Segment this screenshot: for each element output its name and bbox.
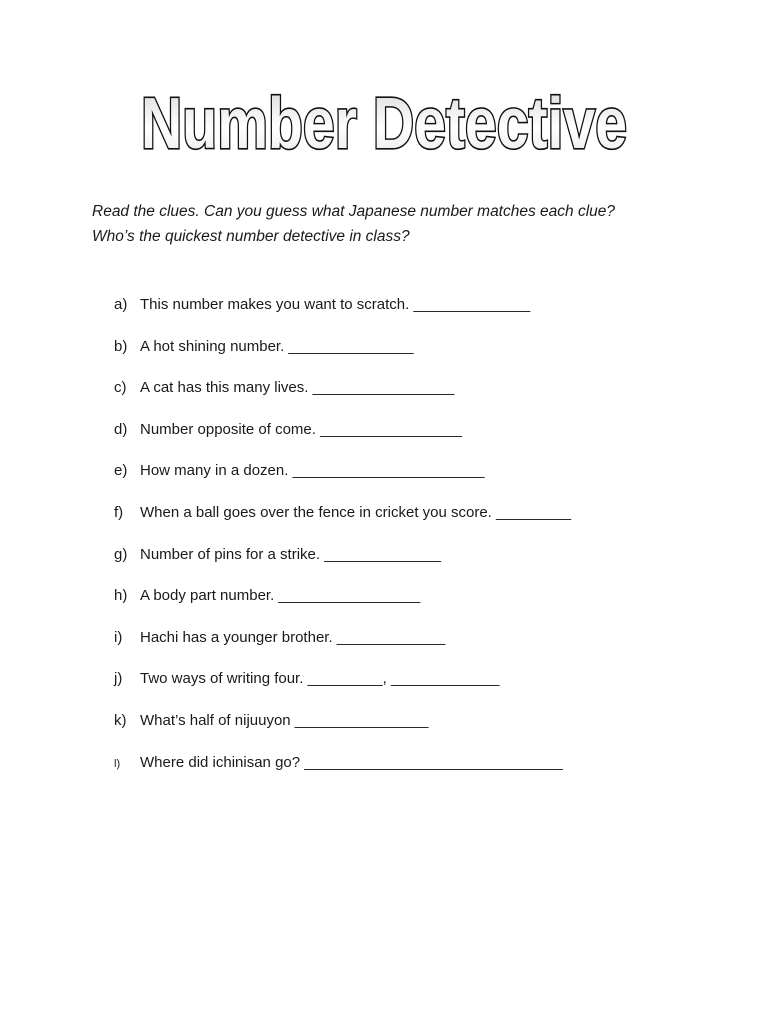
clue-text: A cat has this many lives. _________________: [140, 379, 455, 397]
clue-text: Where did ichinisan go? _______________________________: [140, 753, 563, 771]
clue-letter: d): [114, 420, 128, 438]
page-title: Number Detective: [141, 84, 627, 162]
clue-text: When a ball goes over the fence in cricket you score. _________: [140, 503, 572, 521]
clue-letter: b): [114, 337, 128, 355]
clue-letter: f): [114, 503, 124, 521]
clue-text: Two ways of writing four. _________, _____________: [140, 670, 500, 688]
clue-item: [114, 670, 714, 712]
clue-text: Hachi has a younger brother. _____________: [140, 628, 446, 646]
clue-letter: l): [114, 757, 121, 770]
clue-item: [114, 504, 714, 546]
clue-text: This number makes you want to scratch. ______________: [140, 296, 531, 313]
clue-letter: h): [114, 587, 128, 605]
clue-list: [114, 296, 714, 795]
clue-item: [114, 754, 714, 796]
clue-letter: c): [114, 379, 127, 397]
title-svg: [0, 80, 768, 162]
clue-item: [114, 546, 714, 588]
clue-item: [114, 296, 714, 338]
clue-text: Number of pins for a strike. ______________: [140, 545, 442, 563]
instructions: [92, 199, 692, 249]
clue-item: [114, 629, 714, 671]
clue-item: [114, 338, 714, 380]
title-banner: [0, 80, 768, 162]
clue-text: Number opposite of come. _________________: [140, 420, 462, 438]
clue-text: What’s half of nijuuyon ________________: [140, 711, 429, 729]
clue-letter: e): [114, 462, 128, 480]
clue-item: [114, 462, 714, 504]
clue-letter: k): [114, 711, 127, 729]
clue-letter: j): [114, 670, 123, 688]
instructions-line-1: Read the clues. Can you guess what Japanese number matches each clue?: [92, 203, 616, 220]
clue-text: How many in a dozen. _______________________: [140, 462, 485, 480]
clue-text: A body part number. _________________: [140, 587, 421, 605]
clue-item: [114, 712, 714, 754]
clue-letter: a): [114, 296, 128, 313]
clue-item: [114, 587, 714, 629]
instructions-line-2: Who’s the quickest number detective in class?: [92, 228, 410, 245]
clue-item: [114, 421, 714, 463]
clue-letter: g): [114, 545, 128, 563]
clue-text: A hot shining number. _______________: [140, 337, 414, 355]
clue-item: [114, 379, 714, 421]
clue-letter: i): [114, 628, 123, 646]
